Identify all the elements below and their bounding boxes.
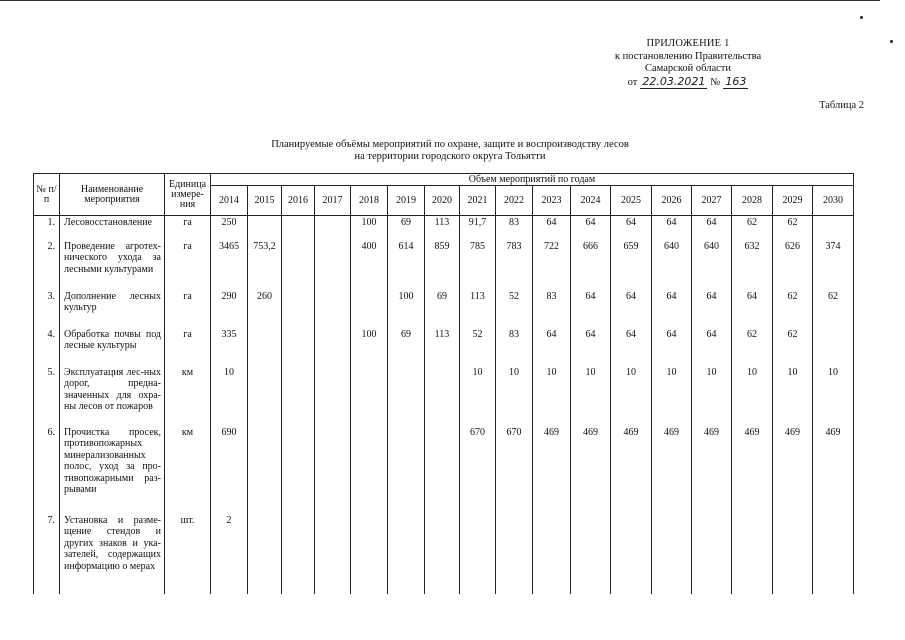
header-name: Наименование мероприятия [60,174,165,216]
year-value-cell [248,426,282,514]
year-value-cell [315,426,351,514]
table-row [34,328,854,366]
year-value-cell: 469 [571,426,611,514]
number-prefix: № [710,76,721,88]
events-table [33,173,854,594]
year-value-cell: 83 [533,290,571,328]
year-header: 2026 [652,186,692,216]
row-unit: га [165,328,211,366]
year-value-cell: 69 [388,216,425,240]
year-value-cell: 62 [732,216,773,240]
year-value-cell: 10 [692,366,732,426]
appendix-line-2: Самарской области [645,63,731,74]
year-value-cell [692,514,732,594]
appendix-approval-block [563,38,813,89]
year-value-cell: 62 [773,216,813,240]
year-value-cell: 64 [652,290,692,328]
row-number: 4. [34,328,60,366]
year-value-cell: 374 [813,240,854,290]
handwritten-number: 163 [725,74,747,88]
year-value-cell [315,514,351,594]
appendix-date-line [563,76,813,90]
year-value-cell [460,514,496,594]
year-header: 2020 [425,186,460,216]
row-unit: км [165,426,211,514]
row-unit: га [165,290,211,328]
row-name: Эксплуатация лес-ных дорог, предна-значенных для охра-ны лесов от пожаров [60,366,165,426]
year-header: 2018 [351,186,388,216]
year-value-cell [652,514,692,594]
year-value-cell: 64 [611,216,652,240]
year-value-cell: 100 [351,216,388,240]
year-value-cell: 100 [388,290,425,328]
table-row [34,366,854,426]
year-value-cell: 469 [611,426,652,514]
year-value-cell: 722 [533,240,571,290]
year-value-cell: 10 [533,366,571,426]
year-value-cell: 62 [773,328,813,366]
year-value-cell: 62 [773,290,813,328]
year-header: 2027 [692,186,732,216]
year-value-cell: 113 [425,216,460,240]
year-value-cell [425,514,460,594]
year-value-cell [813,216,854,240]
year-value-cell: 3465 [211,240,248,290]
year-value-cell: 10 [211,366,248,426]
table-body [34,216,854,594]
header-volume: Объем мероприятий по годам [211,174,854,186]
table-row [34,216,854,240]
year-value-cell [282,290,315,328]
year-value-cell: 10 [773,366,813,426]
year-value-cell [282,366,315,426]
year-value-cell: 260 [248,290,282,328]
year-value-cell: 640 [652,240,692,290]
year-value-cell: 64 [571,328,611,366]
year-value-cell [773,514,813,594]
year-value-cell: 690 [211,426,248,514]
year-value-cell [611,514,652,594]
year-value-cell [315,366,351,426]
year-value-cell: 400 [351,240,388,290]
year-header: 2029 [773,186,813,216]
year-value-cell [351,514,388,594]
year-header: 2015 [248,186,282,216]
year-value-cell: 785 [460,240,496,290]
year-header: 2017 [315,186,351,216]
year-value-cell: 10 [813,366,854,426]
year-value-cell: 640 [692,240,732,290]
table-label: Таблица 2 [819,100,864,111]
year-value-cell: 113 [460,290,496,328]
year-value-cell: 335 [211,328,248,366]
year-header: 2021 [460,186,496,216]
year-value-cell [282,426,315,514]
year-value-cell: 100 [351,328,388,366]
year-value-cell [351,366,388,426]
year-value-cell [813,514,854,594]
row-number: 3. [34,290,60,328]
year-value-cell: 64 [652,216,692,240]
year-value-cell: 10 [496,366,533,426]
table-row [34,514,854,594]
year-value-cell: 469 [533,426,571,514]
year-value-cell [315,290,351,328]
year-header: 2016 [282,186,315,216]
year-value-cell: 632 [732,240,773,290]
date-prefix: от [627,76,638,88]
year-value-cell [315,240,351,290]
year-value-cell [388,514,425,594]
year-value-cell: 62 [813,290,854,328]
appendix-title: ПРИЛОЖЕНИЕ 1 [646,38,730,49]
year-value-cell [533,514,571,594]
year-value-cell: 469 [732,426,773,514]
year-value-cell: 113 [425,328,460,366]
row-unit: шт. [165,514,211,594]
year-value-cell: 69 [388,328,425,366]
year-value-cell [496,514,533,594]
year-value-cell [813,328,854,366]
year-value-cell: 52 [496,290,533,328]
year-header: 2028 [732,186,773,216]
year-value-cell: 290 [211,290,248,328]
document-title-line-2: на территории городского округа Тольятти [354,151,546,162]
header-number: № п/п [34,174,60,216]
year-value-cell: 83 [496,328,533,366]
year-value-cell: 10 [460,366,496,426]
row-number: 7. [34,514,60,594]
year-value-cell [248,328,282,366]
row-unit: км [165,366,211,426]
year-value-cell: 666 [571,240,611,290]
year-value-cell: 64 [692,216,732,240]
year-value-cell: 2 [211,514,248,594]
row-name: Установка и разме-щение стендов и других знаков и ука-зателей, содержащих информацию о мерах [60,514,165,594]
table-row [34,290,854,328]
handwritten-date: 22.03.2021 [642,74,706,88]
scan-speck [860,16,863,19]
year-value-cell [571,514,611,594]
appendix-line-1: к постановлению Правительства [614,50,762,62]
year-header: 2030 [813,186,854,216]
year-value-cell [388,426,425,514]
row-number: 5. [34,366,60,426]
year-header: 2025 [611,186,652,216]
year-header: 2024 [571,186,611,216]
row-number: 6. [34,426,60,514]
year-value-cell: 64 [692,328,732,366]
year-header: 2019 [388,186,425,216]
year-value-cell: 10 [571,366,611,426]
year-value-cell: 614 [388,240,425,290]
year-value-cell: 64 [611,328,652,366]
year-value-cell [732,514,773,594]
year-value-cell: 250 [211,216,248,240]
year-value-cell: 64 [571,290,611,328]
table-row [34,240,854,290]
row-name: Лесовосстановление [60,216,165,240]
year-value-cell: 626 [773,240,813,290]
row-name: Дополнение лесных культур [60,290,165,328]
year-value-cell [282,240,315,290]
year-value-cell: 10 [732,366,773,426]
year-value-cell: 783 [496,240,533,290]
year-value-cell: 52 [460,328,496,366]
year-value-cell [425,366,460,426]
year-value-cell: 64 [652,328,692,366]
document-title-line-1: Планируемые объёмы мероприятий по охране, защите и воспроизводству лесов [271,139,629,150]
year-value-cell: 62 [732,328,773,366]
year-value-cell: 91,7 [460,216,496,240]
row-name: Прочистка просек, противопожарных минерализованных полос, уход за про-тивопожарными раз-рывами [60,426,165,514]
row-number: 2. [34,240,60,290]
year-value-cell [248,514,282,594]
year-value-cell: 64 [533,328,571,366]
year-value-cell [351,290,388,328]
year-value-cell: 83 [496,216,533,240]
year-value-cell [282,216,315,240]
year-value-cell [351,426,388,514]
year-value-cell: 859 [425,240,460,290]
year-header: 2014 [211,186,248,216]
year-value-cell [282,514,315,594]
year-value-cell: 469 [652,426,692,514]
year-value-cell: 10 [611,366,652,426]
year-header: 2023 [533,186,571,216]
year-value-cell [388,366,425,426]
row-unit: га [165,216,211,240]
year-value-cell: 670 [460,426,496,514]
row-number: 1. [34,216,60,240]
year-value-cell: 64 [571,216,611,240]
row-unit: га [165,240,211,290]
year-value-cell: 659 [611,240,652,290]
year-header: 2022 [496,186,533,216]
table-header-row [34,174,854,186]
row-name: Обработка почвы под лесные культуры [60,328,165,366]
year-value-cell [315,328,351,366]
table-row [34,426,854,514]
header-unit: Единица измере-ния [165,174,211,216]
year-value-cell: 10 [652,366,692,426]
year-value-cell: 469 [773,426,813,514]
top-border-line [0,0,880,1]
document-title [190,139,710,163]
year-value-cell: 670 [496,426,533,514]
year-value-cell: 64 [533,216,571,240]
year-value-cell [315,216,351,240]
row-name: Проведение агротех-нического ухода за лесными культурами [60,240,165,290]
year-value-cell: 469 [692,426,732,514]
year-value-cell [248,216,282,240]
year-value-cell [248,366,282,426]
year-value-cell: 469 [813,426,854,514]
year-value-cell: 69 [425,290,460,328]
year-value-cell: 64 [732,290,773,328]
year-value-cell: 64 [692,290,732,328]
year-value-cell: 64 [611,290,652,328]
year-value-cell [282,328,315,366]
scan-speck [890,40,893,43]
year-value-cell [425,426,460,514]
year-value-cell: 753,2 [248,240,282,290]
